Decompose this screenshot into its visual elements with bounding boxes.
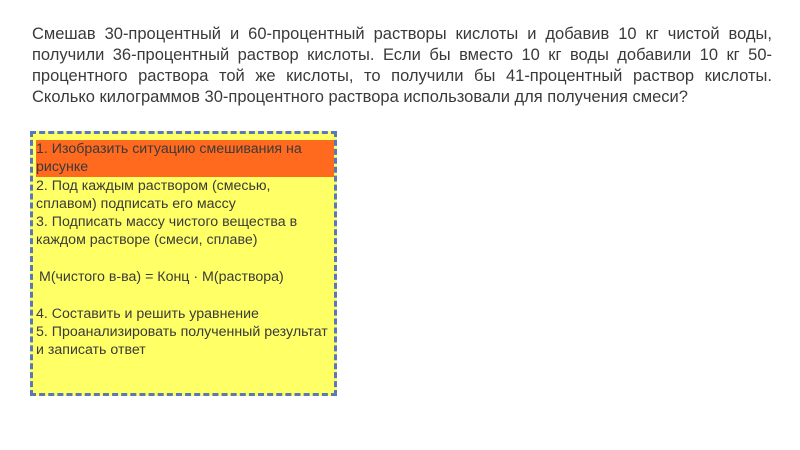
step-3: 3. Подписать массу чистого вещества в каждом растворе (смеси, сплаве): [36, 214, 298, 249]
steps-box: [30, 131, 337, 396]
step-4: 4. Составить и решить уравнение: [36, 305, 259, 322]
spacer: [36, 250, 332, 268]
step-2: 2. Под каждым раствором (смесью, сплавом) подписать его массу: [36, 177, 271, 212]
spacer: [36, 286, 332, 304]
formula: М(чистого в-ва) = Конц · М(раствора): [39, 269, 284, 286]
problem-text: Смешав 30-процентный и 60-процентный растворы кислоты и добавив 10 кг чистой воды, получили 36-процентный раствор кислоты. Если бы вместо 10 кг воды добавили 10 кг 50-процентного раствора той же кислоты, то получили бы 41-процентный раствор кислоты. Сколько килограммов 30-процентного раствора использовали для получения смеси?: [32, 25, 772, 106]
step-1: 1. Изобразить ситуацию смешивания на рисунке: [36, 140, 334, 177]
step-5: 5. Проанализировать полученный результат и записать ответ: [36, 323, 328, 359]
